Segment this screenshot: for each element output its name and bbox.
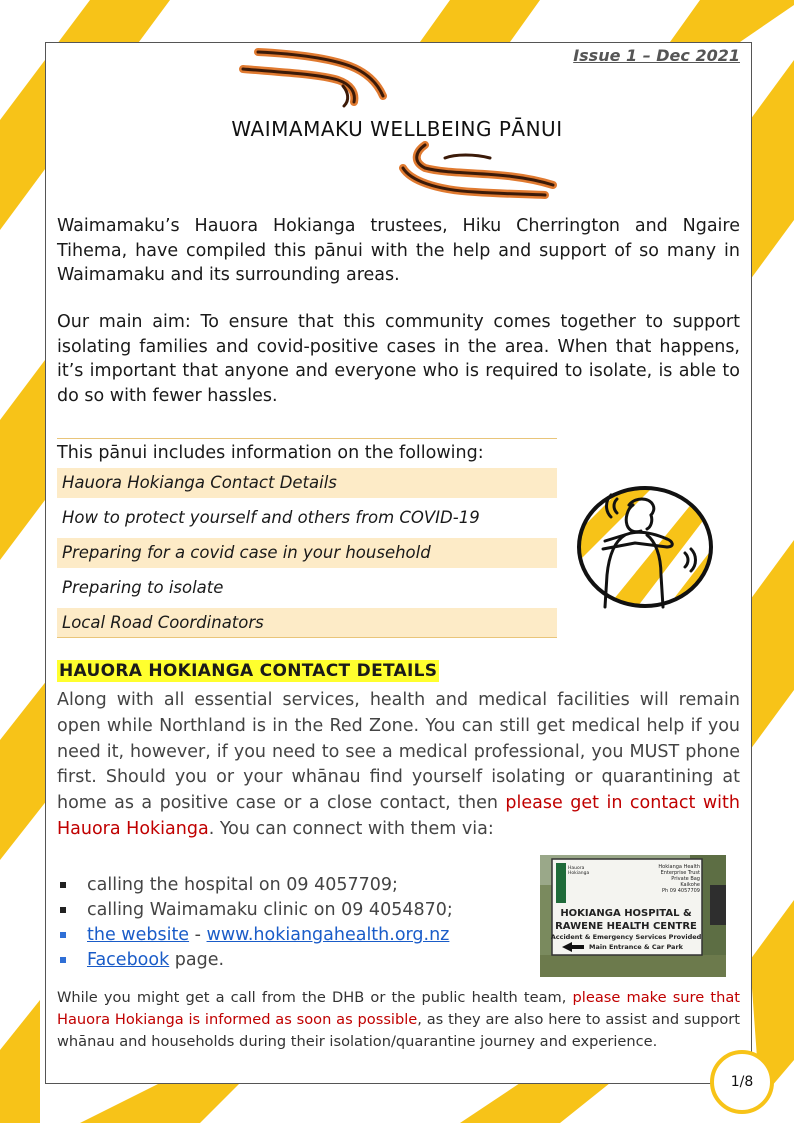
toc-heading: This pānui includes information on the following: [57,438,557,463]
sign-text: Hokianga [568,871,590,876]
list-item: Facebook page. [57,948,453,973]
hands-icon [395,140,560,200]
list-item: calling Waimamaku clinic on 09 4054870; [57,898,453,923]
hospital-sign-photo [540,855,726,977]
bullet-icon [60,957,66,963]
toc-item: Preparing for a covid case in your household [57,538,557,568]
contact-callout: please get in contact with Hauora Hokianga [57,793,740,839]
list-item: calling the hospital on 09 4057709; [57,873,453,898]
website-link[interactable]: the website [87,925,190,945]
toc-item: Local Road Coordinators [57,608,557,638]
closing-callout: please make sure that Hauora Hokianga is informed as soon as possible [57,989,740,1028]
sign-text: Main Entrance & Car Park [589,943,683,951]
page-title: WAIMAMAKU WELLBEING PĀNUI [231,117,563,141]
sign-text: Private Bag [671,876,700,882]
bullet-icon [60,907,66,913]
page-number: 1/8 [710,1050,774,1114]
toc-item: Hauora Hokianga Contact Details [57,468,557,498]
sign-text: Hokianga Health [658,864,700,870]
contact-methods-list [57,873,453,973]
toc-item: How to protect yourself and others from COVID-19 [62,508,480,527]
issue-label: Issue 1 – Dec 2021 [573,46,740,65]
sign-text: Hauora [568,866,585,871]
sign-text: HOKIANGA HOSPITAL & [560,908,692,919]
closing-paragraph: While you might get a call from the DHB or the public health team, please make sure that Hauora Hokianga is informed as soon as possible, as they are also here to assist and support whānau and households during their isolation/quarantine journey and experience. [57,989,740,1050]
bullet-icon [60,882,66,888]
sign-text: RAWENE HEALTH CENTRE [555,921,697,932]
list-item: the website - www.hokiangahealth.org.nz [57,923,453,948]
contact-paragraph: Along with all essential services, health and medical facilities will remain open while Northland is in the Red Zone. You can still get medical help if you need it, however, if you need to see a medical professional, you MUST phone first. Should you or your whānau find yourself isolating or quarantining at home as a positive case or a close contact, then please get in contact with Hauora Hokianga. You can connect with them via: [57,690,740,839]
sign-text: Kaikohe [680,882,700,888]
contact-section-heading: HAUORA HOKIANGA CONTACT DETAILS [59,661,438,681]
website-url-link[interactable]: www.hokiangahealth.org.nz [206,925,450,945]
aim-paragraph: Our main aim: To ensure that this community comes together to support isolating families and covid-positive cases in the area. When that happens, it’s important that anyone and everyone who is required to isolate, is able to do so with fewer hassles. [57,312,740,406]
intro-paragraph: Waimamaku’s Hauora Hokianga trustees, Hiku Cherrington and Ngaire Tihema, have compiled this pānui with the help and support of so many in Waimamaku and its surrounding areas. [57,216,740,285]
cough-into-elbow-icon [575,485,715,610]
sign-text: Enterprise Trust [660,870,700,876]
bullet-icon [60,932,66,938]
toc-item: Preparing to isolate [62,578,224,597]
hands-icon [238,44,388,114]
sign-text: Ph 09 4057709 [662,888,700,894]
sign-text: Accident & Emergency Services Provided [550,933,702,941]
facebook-link[interactable]: Facebook [87,950,170,970]
